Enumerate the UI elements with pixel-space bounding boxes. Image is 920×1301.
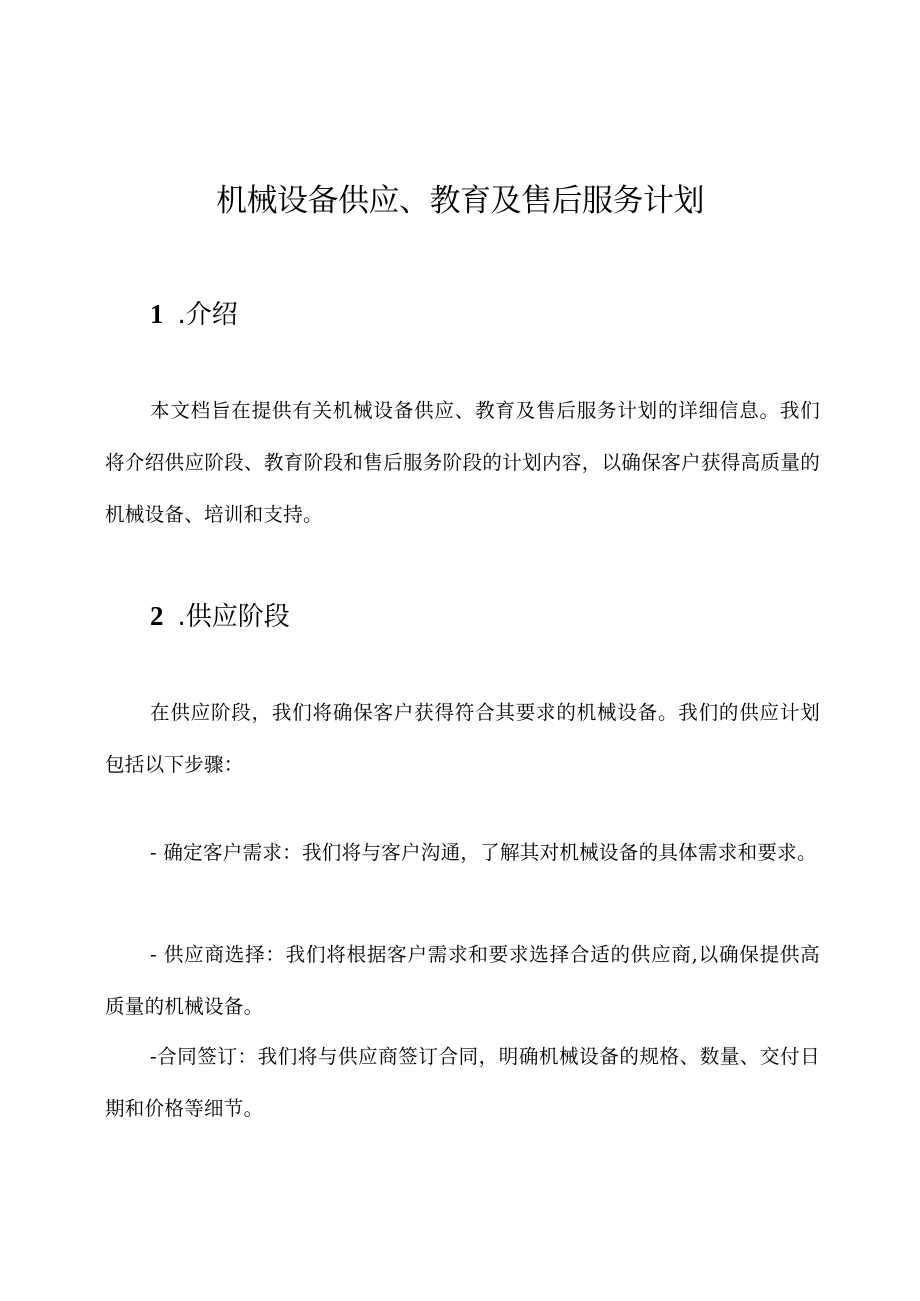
section-heading-text: .介绍 — [177, 300, 238, 330]
section-number: 1 — [150, 299, 164, 329]
list-item-contract-signing: -合同签订：我们将与供应商签订合同，明确机械设备的规格、数量、交付日期和价格等细节。 — [105, 1045, 820, 1120]
introduction-paragraph: 本文档旨在提供有关机械设备供应、教育及售后服务计划的详细信息。我们将介绍供应阶段、教育阶段和售后服务阶段的计划内容，以确保客户获得高质量的机械设备、培训和支持。 — [105, 399, 820, 526]
section-heading-supply-stage — [150, 596, 290, 637]
list-item-supplier-selection: - 供应商选择：我们将根据客户需求和要求选择合适的供应商,以确保提供高质量的机械设备。 — [105, 943, 820, 1018]
list-item-determine-needs: - 确定客户需求：我们将与客户沟通，了解其对机械设备的具体需求和要求。 — [150, 841, 817, 864]
document-title: 机械设备供应、教育及售后服务计划 — [216, 183, 704, 219]
section-heading-text: .供应阶段 — [177, 602, 290, 632]
section-heading-introduction — [150, 294, 238, 335]
supply-stage-paragraph: 在供应阶段，我们将确保客户获得符合其要求的机械设备。我们的供应计划包括以下步骤： — [105, 701, 820, 776]
section-number: 2 — [150, 601, 164, 631]
